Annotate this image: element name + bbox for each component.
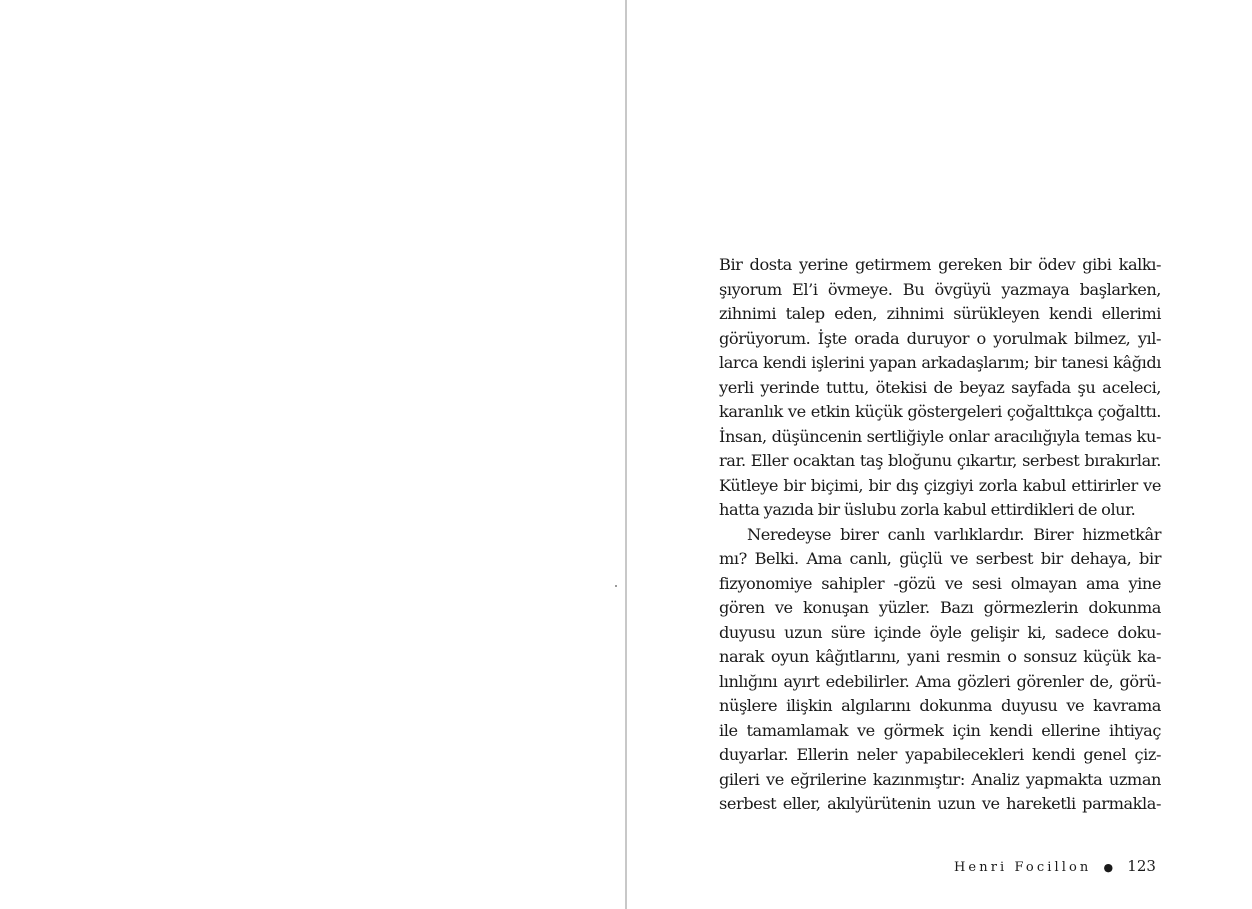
- text-line: nüşlere ilişkin algılarını dokunma duyusu ve kavrama: [719, 696, 1161, 715]
- text-line: Neredeyse birer canlı varlıklardır. Birer hizmetkâr: [747, 524, 1161, 544]
- text-line: serbest eller, akılyürütenin uzun ve hareketli parmakla-: [719, 794, 1161, 813]
- text-line: mı? Belki. Ama canlı, güçlü ve serbest bir dehaya, bir: [719, 549, 1161, 568]
- text-line: duyarlar. Ellerin neler yapabilecekleri kendi genel çiz-: [719, 745, 1161, 764]
- text-line: zihnimi talep eden, zihnimi sürükleyen kendi ellerimi: [719, 304, 1161, 323]
- text-line: İnsan, düşüncenin sertliğiyle onlar aracılığıyla temas ku-: [719, 426, 1161, 446]
- bullet-separator-icon: ●: [1103, 860, 1114, 874]
- text-line: ile tamamlamak ve görmek için kendi ellerine ihtiyaç: [719, 720, 1161, 740]
- text-line: Bir dosta yerine getirmem gereken bir ödev gibi kalkı-: [719, 255, 1161, 274]
- scan-speck: [615, 585, 617, 587]
- text-line: gören ve konuşan yüzler. Bazı görmezlerin dokunma: [719, 598, 1161, 617]
- text-line: rar. Eller ocaktan taş bloğunu çıkartır, serbest bırakırlar.: [719, 451, 1161, 470]
- text-line: lınlığını ayırt edebilirler. Ama gözleri görenler de, görü-: [719, 671, 1161, 691]
- text-line: karanlık ve etkin küçük göstergeleri çoğalttıkça çoğalttı.: [719, 402, 1161, 421]
- text-line: larca kendi işlerini yapan arkadaşlarım; bir tanesi kâğıdı: [719, 353, 1161, 372]
- text-line: duyusu uzun süre içinde öyle gelişir ki, sadece doku-: [719, 622, 1161, 642]
- text-line: narak oyun kâğıtlarını, yani resmin o sonsuz küçük ka-: [719, 647, 1161, 666]
- text-line: fizyonomiye sahipler -gözü ve sesi olmayan ama yine: [719, 573, 1161, 593]
- text-line: hatta yazıda bir üslubu zorla kabul ettirdikleri de olur.: [719, 500, 1136, 519]
- text-line: Kütleye bir biçimi, bir dış çizgiyi zorla kabul ettirirler ve: [719, 475, 1161, 495]
- text-line: şıyorum El’i övmeye. Bu övgüyü yazmaya başlarken,: [719, 279, 1161, 299]
- running-footer: [954, 856, 1156, 878]
- page-number: 123: [1127, 857, 1156, 875]
- text-line: yerli yerinde tuttu, ötekisi de beyaz sayfada şu aceleci,: [719, 377, 1161, 397]
- footer-author: Henri Focillon: [954, 860, 1092, 875]
- body-text: [719, 253, 1161, 817]
- right-page: [627, 0, 1252, 909]
- text-line: görüyorum. İşte orada duruyor o yorulmak bilmez, yıl-: [719, 328, 1161, 348]
- text-line: gileri ve eğrilerine kazınmıştır: Analiz yapmakta uzman: [719, 769, 1161, 789]
